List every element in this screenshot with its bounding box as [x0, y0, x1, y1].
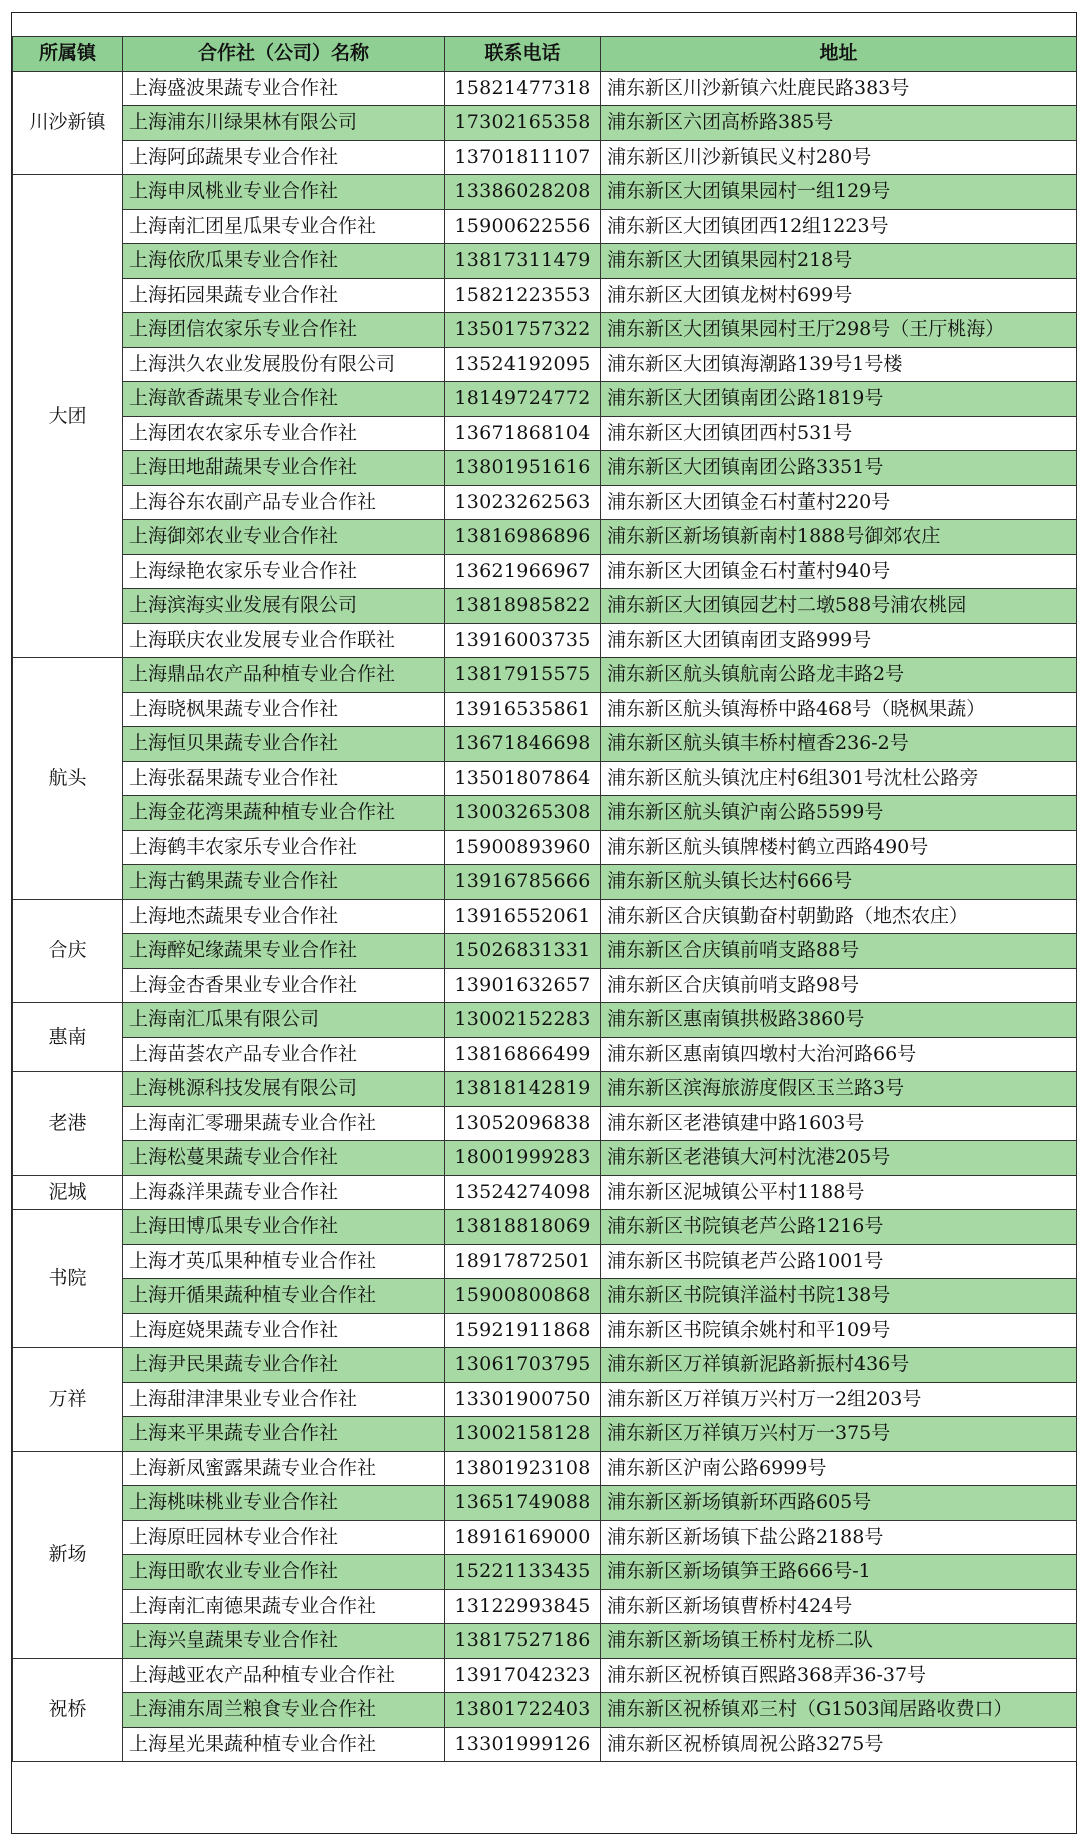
phone-cell: 13816866499 — [445, 1037, 601, 1072]
address-cell: 浦东新区大团镇果园村218号 — [601, 244, 1077, 279]
town-cell: 大团 — [13, 175, 123, 658]
table-row — [13, 1486, 1077, 1521]
address-cell: 浦东新区书院镇余姚村和平109号 — [601, 1313, 1077, 1348]
phone-cell: 13817915575 — [445, 658, 601, 693]
address-cell: 浦东新区大团镇海潮路139号1号楼 — [601, 347, 1077, 382]
phone-cell: 15921911868 — [445, 1313, 601, 1348]
address-cell: 浦东新区大团镇金石村董村220号 — [601, 485, 1077, 520]
name-cell: 上海御郊农业专业合作社 — [123, 520, 445, 555]
name-cell: 上海浦东周兰粮食专业合作社 — [123, 1693, 445, 1728]
phone-cell: 13003265308 — [445, 796, 601, 831]
phone-cell: 13916785666 — [445, 865, 601, 900]
phone-cell: 13023262563 — [445, 485, 601, 520]
phone-cell: 13916003735 — [445, 623, 601, 658]
town-cell: 书院 — [13, 1210, 123, 1348]
phone-cell: 13301999126 — [445, 1727, 601, 1762]
name-cell: 上海松蔓果蔬专业合作社 — [123, 1141, 445, 1176]
name-cell: 上海团农农家乐专业合作社 — [123, 416, 445, 451]
phone-cell: 13801951616 — [445, 451, 601, 486]
town-cell: 老港 — [13, 1072, 123, 1176]
table-row — [13, 382, 1077, 417]
address-cell: 浦东新区新场镇王桥村龙桥二队 — [601, 1624, 1077, 1659]
phone-cell: 18917872501 — [445, 1244, 601, 1279]
name-cell: 上海歆香蔬果专业合作社 — [123, 382, 445, 417]
address-cell: 浦东新区书院镇老芦公路1001号 — [601, 1244, 1077, 1279]
address-cell: 浦东新区大团镇南团公路3351号 — [601, 451, 1077, 486]
address-cell: 浦东新区老港镇建中路1603号 — [601, 1106, 1077, 1141]
phone-cell: 13671846698 — [445, 727, 601, 762]
table-row — [13, 589, 1077, 624]
address-cell: 浦东新区航头镇海桥中路468号（晓枫果蔬） — [601, 692, 1077, 727]
table-row — [13, 1727, 1077, 1762]
name-cell: 上海浦东川绿果林有限公司 — [123, 106, 445, 141]
address-cell: 浦东新区新场镇新南村1888号御郊农庄 — [601, 520, 1077, 555]
address-cell: 浦东新区新场镇笋王路666号-1 — [601, 1555, 1077, 1590]
name-cell: 上海桃源科技发展有限公司 — [123, 1072, 445, 1107]
name-cell: 上海古鹤果蔬专业合作社 — [123, 865, 445, 900]
address-cell: 浦东新区大团镇龙树村699号 — [601, 278, 1077, 313]
name-cell: 上海醉妃缘蔬果专业合作社 — [123, 934, 445, 969]
town-cell: 合庆 — [13, 899, 123, 1003]
name-cell: 上海甜津津果业专业合作社 — [123, 1382, 445, 1417]
name-cell: 上海金杏香果业专业合作社 — [123, 968, 445, 1003]
name-cell: 上海南汇团星瓜果专业合作社 — [123, 209, 445, 244]
table-row — [13, 865, 1077, 900]
name-cell: 上海团信农家乐专业合作社 — [123, 313, 445, 348]
address-cell: 浦东新区万祥镇万兴村万一375号 — [601, 1417, 1077, 1452]
table-row — [13, 796, 1077, 831]
name-cell: 上海南汇零珊果蔬专业合作社 — [123, 1106, 445, 1141]
address-cell: 浦东新区新场镇下盐公路2188号 — [601, 1520, 1077, 1555]
table-row — [13, 175, 1077, 210]
name-cell: 上海绿艳农家乐专业合作社 — [123, 554, 445, 589]
address-cell: 浦东新区航头镇沪南公路5599号 — [601, 796, 1077, 831]
address-cell: 浦东新区滨海旅游度假区玉兰路3号 — [601, 1072, 1077, 1107]
table-row — [13, 416, 1077, 451]
name-cell: 上海原旺园林专业合作社 — [123, 1520, 445, 1555]
phone-cell: 13122993845 — [445, 1589, 601, 1624]
address-cell: 浦东新区祝桥镇百熙路368弄36-37号 — [601, 1658, 1077, 1693]
table-row — [13, 727, 1077, 762]
name-cell: 上海才英瓜果种植专业合作社 — [123, 1244, 445, 1279]
table-row — [13, 1520, 1077, 1555]
phone-cell: 15221133435 — [445, 1555, 601, 1590]
name-cell: 上海联庆农业发展专业合作联社 — [123, 623, 445, 658]
address-cell: 浦东新区航头镇牌楼村鹤立西路490号 — [601, 830, 1077, 865]
address-cell: 浦东新区航头镇沈庄村6组301号沈杜公路旁 — [601, 761, 1077, 796]
table-row — [13, 1141, 1077, 1176]
phone-cell: 13524274098 — [445, 1175, 601, 1210]
phone-cell: 13801722403 — [445, 1693, 601, 1728]
address-cell: 浦东新区新场镇曹桥村424号 — [601, 1589, 1077, 1624]
phone-cell: 18916169000 — [445, 1520, 601, 1555]
table-body — [13, 71, 1077, 1762]
table-row — [13, 899, 1077, 934]
header-row — [13, 37, 1077, 72]
name-cell: 上海越亚农产品种植专业合作社 — [123, 1658, 445, 1693]
name-cell: 上海星光果蔬种植专业合作社 — [123, 1727, 445, 1762]
table-row — [13, 1348, 1077, 1383]
phone-cell: 15821223553 — [445, 278, 601, 313]
address-cell: 浦东新区大团镇南团公路1819号 — [601, 382, 1077, 417]
table-row — [13, 1072, 1077, 1107]
header-address: 地址 — [601, 37, 1077, 72]
table-row — [13, 692, 1077, 727]
phone-cell: 13916552061 — [445, 899, 601, 934]
table-row — [13, 1451, 1077, 1486]
table-row — [13, 1210, 1077, 1245]
address-cell: 浦东新区新场镇新环西路605号 — [601, 1486, 1077, 1521]
address-cell: 浦东新区合庆镇前哨支路98号 — [601, 968, 1077, 1003]
name-cell: 上海阿邱蔬果专业合作社 — [123, 140, 445, 175]
table-row — [13, 209, 1077, 244]
address-cell: 浦东新区六团高桥路385号 — [601, 106, 1077, 141]
name-cell: 上海鹤丰农家乐专业合作社 — [123, 830, 445, 865]
address-cell: 浦东新区航头镇长达村666号 — [601, 865, 1077, 900]
cooperative-table — [12, 36, 1077, 1762]
phone-cell: 15900622556 — [445, 209, 601, 244]
town-cell: 祝桥 — [13, 1658, 123, 1762]
table-row — [13, 1693, 1077, 1728]
table-row — [13, 485, 1077, 520]
name-cell: 上海南汇南德果蔬专业合作社 — [123, 1589, 445, 1624]
header-phone: 联系电话 — [445, 37, 601, 72]
table-row — [13, 1382, 1077, 1417]
phone-cell: 13052096838 — [445, 1106, 601, 1141]
town-cell: 惠南 — [13, 1003, 123, 1072]
name-cell: 上海申凤桃业专业合作社 — [123, 175, 445, 210]
phone-cell: 15821477318 — [445, 71, 601, 106]
table-row — [13, 554, 1077, 589]
address-cell: 浦东新区合庆镇勤奋村朝勤路（地杰农庄） — [601, 899, 1077, 934]
table-row — [13, 1313, 1077, 1348]
address-cell: 浦东新区惠南镇四墩村大治河路66号 — [601, 1037, 1077, 1072]
phone-cell: 13818818069 — [445, 1210, 601, 1245]
phone-cell: 13002158128 — [445, 1417, 601, 1452]
table-row — [13, 1555, 1077, 1590]
address-cell: 浦东新区惠南镇拱极路3860号 — [601, 1003, 1077, 1038]
address-cell: 浦东新区书院镇洋溢村书院138号 — [601, 1279, 1077, 1314]
name-cell: 上海淼洋果蔬专业合作社 — [123, 1175, 445, 1210]
name-cell: 上海金花湾果蔬种植专业合作社 — [123, 796, 445, 831]
table-row — [13, 1244, 1077, 1279]
phone-cell: 13916535861 — [445, 692, 601, 727]
address-cell: 浦东新区大团镇园艺村二墩588号浦农桃园 — [601, 589, 1077, 624]
phone-cell: 15900893960 — [445, 830, 601, 865]
name-cell: 上海依欣瓜果专业合作社 — [123, 244, 445, 279]
table-row — [13, 830, 1077, 865]
phone-cell: 13917042323 — [445, 1658, 601, 1693]
name-cell: 上海洪久农业发展股份有限公司 — [123, 347, 445, 382]
address-cell: 浦东新区泥城镇公平村1188号 — [601, 1175, 1077, 1210]
name-cell: 上海张磊果蔬专业合作社 — [123, 761, 445, 796]
table-row — [13, 1175, 1077, 1210]
address-cell: 浦东新区合庆镇前哨支路88号 — [601, 934, 1077, 969]
address-cell: 浦东新区大团镇果园村一组129号 — [601, 175, 1077, 210]
table-row — [13, 968, 1077, 1003]
phone-cell: 13524192095 — [445, 347, 601, 382]
phone-cell: 13817311479 — [445, 244, 601, 279]
table-row — [13, 1106, 1077, 1141]
name-cell: 上海拓园果蔬专业合作社 — [123, 278, 445, 313]
table-row — [13, 658, 1077, 693]
table-row — [13, 1003, 1077, 1038]
address-cell: 浦东新区川沙新镇民义村280号 — [601, 140, 1077, 175]
table-row — [13, 1624, 1077, 1659]
name-cell: 上海盛波果蔬专业合作社 — [123, 71, 445, 106]
name-cell: 上海恒贝果蔬专业合作社 — [123, 727, 445, 762]
address-cell: 浦东新区航头镇航南公路龙丰路2号 — [601, 658, 1077, 693]
address-cell: 浦东新区大团镇金石村董村940号 — [601, 554, 1077, 589]
table-row — [13, 278, 1077, 313]
table-row — [13, 934, 1077, 969]
phone-cell: 15900800868 — [445, 1279, 601, 1314]
phone-cell: 13818142819 — [445, 1072, 601, 1107]
address-cell: 浦东新区大团镇团西12组1223号 — [601, 209, 1077, 244]
phone-cell: 18001999283 — [445, 1141, 601, 1176]
table-row — [13, 1037, 1077, 1072]
table-row — [13, 623, 1077, 658]
name-cell: 上海田地甜蔬果专业合作社 — [123, 451, 445, 486]
name-cell: 上海来平果蔬专业合作社 — [123, 1417, 445, 1452]
name-cell: 上海鼎品农产品种植专业合作社 — [123, 658, 445, 693]
table-row — [13, 347, 1077, 382]
phone-cell: 13501757322 — [445, 313, 601, 348]
phone-cell: 13621966967 — [445, 554, 601, 589]
address-cell: 浦东新区大团镇果园村王厅298号（王厅桃海） — [601, 313, 1077, 348]
address-cell: 浦东新区大团镇团西村531号 — [601, 416, 1077, 451]
phone-cell: 13671868104 — [445, 416, 601, 451]
phone-cell: 13651749088 — [445, 1486, 601, 1521]
name-cell: 上海南汇瓜果有限公司 — [123, 1003, 445, 1038]
address-cell: 浦东新区万祥镇新泥路新振村436号 — [601, 1348, 1077, 1383]
address-cell: 浦东新区祝桥镇周祝公路3275号 — [601, 1727, 1077, 1762]
phone-cell: 18149724772 — [445, 382, 601, 417]
table-row — [13, 451, 1077, 486]
address-cell: 浦东新区老港镇大河村沈港205号 — [601, 1141, 1077, 1176]
table-row — [13, 761, 1077, 796]
table-row — [13, 1279, 1077, 1314]
table-row — [13, 1417, 1077, 1452]
name-cell: 上海谷东农副产品专业合作社 — [123, 485, 445, 520]
table-row — [13, 1589, 1077, 1624]
header-name: 合作社（公司）名称 — [123, 37, 445, 72]
name-cell: 上海晓枫果蔬专业合作社 — [123, 692, 445, 727]
phone-cell: 17302165358 — [445, 106, 601, 141]
address-cell: 浦东新区沪南公路6999号 — [601, 1451, 1077, 1486]
address-cell: 浦东新区大团镇南团支路999号 — [601, 623, 1077, 658]
phone-cell: 13002152283 — [445, 1003, 601, 1038]
name-cell: 上海尹民果蔬专业合作社 — [123, 1348, 445, 1383]
phone-cell: 13816986896 — [445, 520, 601, 555]
table-row — [13, 140, 1077, 175]
phone-cell: 13817527186 — [445, 1624, 601, 1659]
address-cell: 浦东新区航头镇丰桥村檀香236-2号 — [601, 727, 1077, 762]
phone-cell: 13801923108 — [445, 1451, 601, 1486]
phone-cell: 13818985822 — [445, 589, 601, 624]
table-row — [13, 71, 1077, 106]
table-row — [13, 520, 1077, 555]
title-strip — [12, 13, 1076, 36]
header-town: 所属镇 — [13, 37, 123, 72]
address-cell: 浦东新区祝桥镇邓三村（G1503闻居路收费口） — [601, 1693, 1077, 1728]
phone-cell: 13301900750 — [445, 1382, 601, 1417]
town-cell: 泥城 — [13, 1175, 123, 1210]
phone-cell: 13901632657 — [445, 968, 601, 1003]
table-row — [13, 106, 1077, 141]
name-cell: 上海滨海实业发展有限公司 — [123, 589, 445, 624]
name-cell: 上海庭娆果蔬专业合作社 — [123, 1313, 445, 1348]
name-cell: 上海桃味桃业专业合作社 — [123, 1486, 445, 1521]
address-cell: 浦东新区万祥镇万兴村万一2组203号 — [601, 1382, 1077, 1417]
address-cell: 浦东新区川沙新镇六灶鹿民路383号 — [601, 71, 1077, 106]
name-cell: 上海开循果蔬种植专业合作社 — [123, 1279, 445, 1314]
phone-cell: 13386028208 — [445, 175, 601, 210]
phone-cell: 13061703795 — [445, 1348, 601, 1383]
town-cell: 航头 — [13, 658, 123, 900]
town-cell: 川沙新镇 — [13, 71, 123, 175]
name-cell: 上海田歌农业专业合作社 — [123, 1555, 445, 1590]
phone-cell: 13501807864 — [445, 761, 601, 796]
address-cell: 浦东新区书院镇老芦公路1216号 — [601, 1210, 1077, 1245]
name-cell: 上海苗荟农产品专业合作社 — [123, 1037, 445, 1072]
table-row — [13, 244, 1077, 279]
phone-cell: 15026831331 — [445, 934, 601, 969]
name-cell: 上海田博瓜果专业合作社 — [123, 1210, 445, 1245]
name-cell: 上海新凤蜜露果蔬专业合作社 — [123, 1451, 445, 1486]
table-row — [13, 1658, 1077, 1693]
table-row — [13, 313, 1077, 348]
name-cell: 上海兴皇蔬果专业合作社 — [123, 1624, 445, 1659]
phone-cell: 13701811107 — [445, 140, 601, 175]
town-cell: 万祥 — [13, 1348, 123, 1452]
name-cell: 上海地杰蔬果专业合作社 — [123, 899, 445, 934]
town-cell: 新场 — [13, 1451, 123, 1658]
